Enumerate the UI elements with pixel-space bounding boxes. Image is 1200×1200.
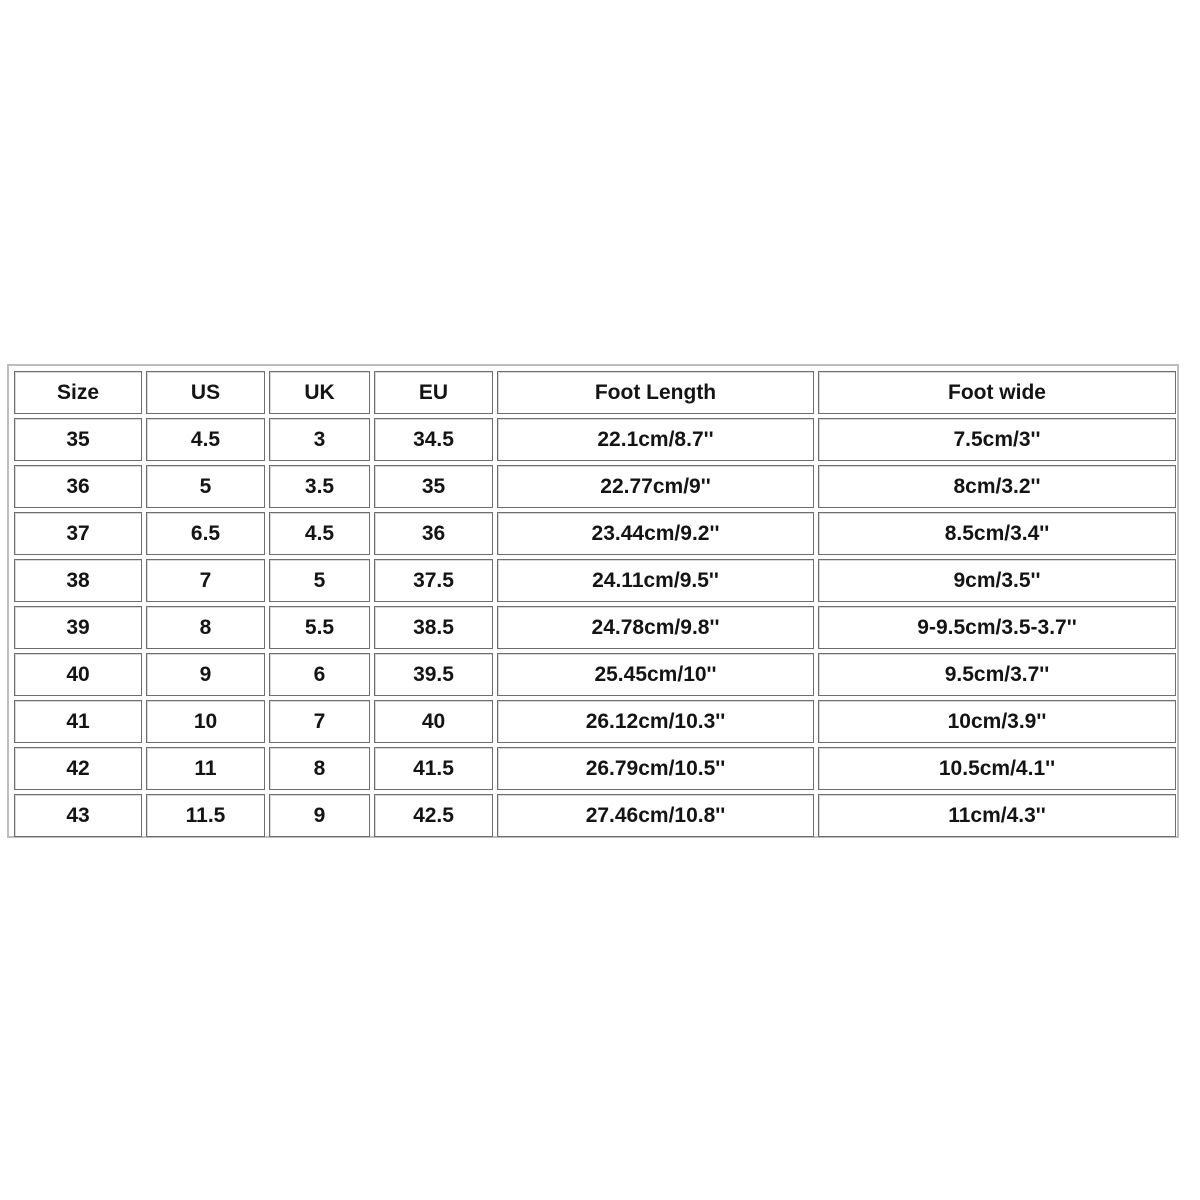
cell-eu: 35 bbox=[374, 465, 493, 508]
cell-eu: 34.5 bbox=[374, 418, 493, 461]
cell-uk: 7 bbox=[269, 700, 370, 743]
cell-us: 11.5 bbox=[146, 794, 265, 837]
table-row bbox=[14, 418, 1176, 461]
cell-uk: 3 bbox=[269, 418, 370, 461]
cell-size: 36 bbox=[14, 465, 142, 508]
table-row bbox=[14, 559, 1176, 602]
cell-foot-length: 27.46cm/10.8'' bbox=[497, 794, 814, 837]
table-row bbox=[14, 512, 1176, 555]
header-us: US bbox=[146, 371, 265, 414]
table-row bbox=[14, 700, 1176, 743]
cell-size: 35 bbox=[14, 418, 142, 461]
size-table bbox=[10, 367, 1180, 841]
cell-size: 43 bbox=[14, 794, 142, 837]
header-size: Size bbox=[14, 371, 142, 414]
cell-size: 39 bbox=[14, 606, 142, 649]
cell-foot-length: 24.11cm/9.5'' bbox=[497, 559, 814, 602]
cell-size: 37 bbox=[14, 512, 142, 555]
cell-foot-wide: 8.5cm/3.4'' bbox=[818, 512, 1176, 555]
cell-us: 4.5 bbox=[146, 418, 265, 461]
cell-us: 8 bbox=[146, 606, 265, 649]
cell-size: 40 bbox=[14, 653, 142, 696]
cell-us: 6.5 bbox=[146, 512, 265, 555]
cell-foot-length: 22.1cm/8.7'' bbox=[497, 418, 814, 461]
cell-eu: 37.5 bbox=[374, 559, 493, 602]
table-row bbox=[14, 606, 1176, 649]
cell-eu: 36 bbox=[374, 512, 493, 555]
cell-foot-length: 26.12cm/10.3'' bbox=[497, 700, 814, 743]
table-row bbox=[14, 465, 1176, 508]
cell-foot-length: 26.79cm/10.5'' bbox=[497, 747, 814, 790]
cell-foot-wide: 11cm/4.3'' bbox=[818, 794, 1176, 837]
cell-foot-wide: 9-9.5cm/3.5-3.7'' bbox=[818, 606, 1176, 649]
header-foot-length: Foot Length bbox=[497, 371, 814, 414]
cell-uk: 6 bbox=[269, 653, 370, 696]
cell-eu: 40 bbox=[374, 700, 493, 743]
cell-eu: 39.5 bbox=[374, 653, 493, 696]
cell-uk: 4.5 bbox=[269, 512, 370, 555]
header-uk: UK bbox=[269, 371, 370, 414]
cell-eu: 38.5 bbox=[374, 606, 493, 649]
cell-us: 11 bbox=[146, 747, 265, 790]
cell-uk: 9 bbox=[269, 794, 370, 837]
cell-us: 5 bbox=[146, 465, 265, 508]
table-row bbox=[14, 653, 1176, 696]
cell-uk: 5.5 bbox=[269, 606, 370, 649]
cell-us: 9 bbox=[146, 653, 265, 696]
cell-foot-wide: 7.5cm/3'' bbox=[818, 418, 1176, 461]
cell-size: 38 bbox=[14, 559, 142, 602]
cell-foot-length: 25.45cm/10'' bbox=[497, 653, 814, 696]
cell-foot-wide: 8cm/3.2'' bbox=[818, 465, 1176, 508]
header-eu: EU bbox=[374, 371, 493, 414]
cell-foot-length: 23.44cm/9.2'' bbox=[497, 512, 814, 555]
header-foot-wide: Foot wide bbox=[818, 371, 1176, 414]
cell-us: 7 bbox=[146, 559, 265, 602]
cell-foot-length: 22.77cm/9'' bbox=[497, 465, 814, 508]
cell-foot-wide: 10.5cm/4.1'' bbox=[818, 747, 1176, 790]
cell-uk: 3.5 bbox=[269, 465, 370, 508]
cell-us: 10 bbox=[146, 700, 265, 743]
cell-foot-wide: 10cm/3.9'' bbox=[818, 700, 1176, 743]
cell-eu: 41.5 bbox=[374, 747, 493, 790]
cell-uk: 5 bbox=[269, 559, 370, 602]
size-chart bbox=[7, 364, 1179, 838]
table-row bbox=[14, 794, 1176, 837]
cell-uk: 8 bbox=[269, 747, 370, 790]
table-header-row bbox=[14, 371, 1176, 414]
table-row bbox=[14, 747, 1176, 790]
cell-foot-wide: 9.5cm/3.7'' bbox=[818, 653, 1176, 696]
cell-foot-wide: 9cm/3.5'' bbox=[818, 559, 1176, 602]
cell-size: 42 bbox=[14, 747, 142, 790]
cell-eu: 42.5 bbox=[374, 794, 493, 837]
cell-size: 41 bbox=[14, 700, 142, 743]
cell-foot-length: 24.78cm/9.8'' bbox=[497, 606, 814, 649]
